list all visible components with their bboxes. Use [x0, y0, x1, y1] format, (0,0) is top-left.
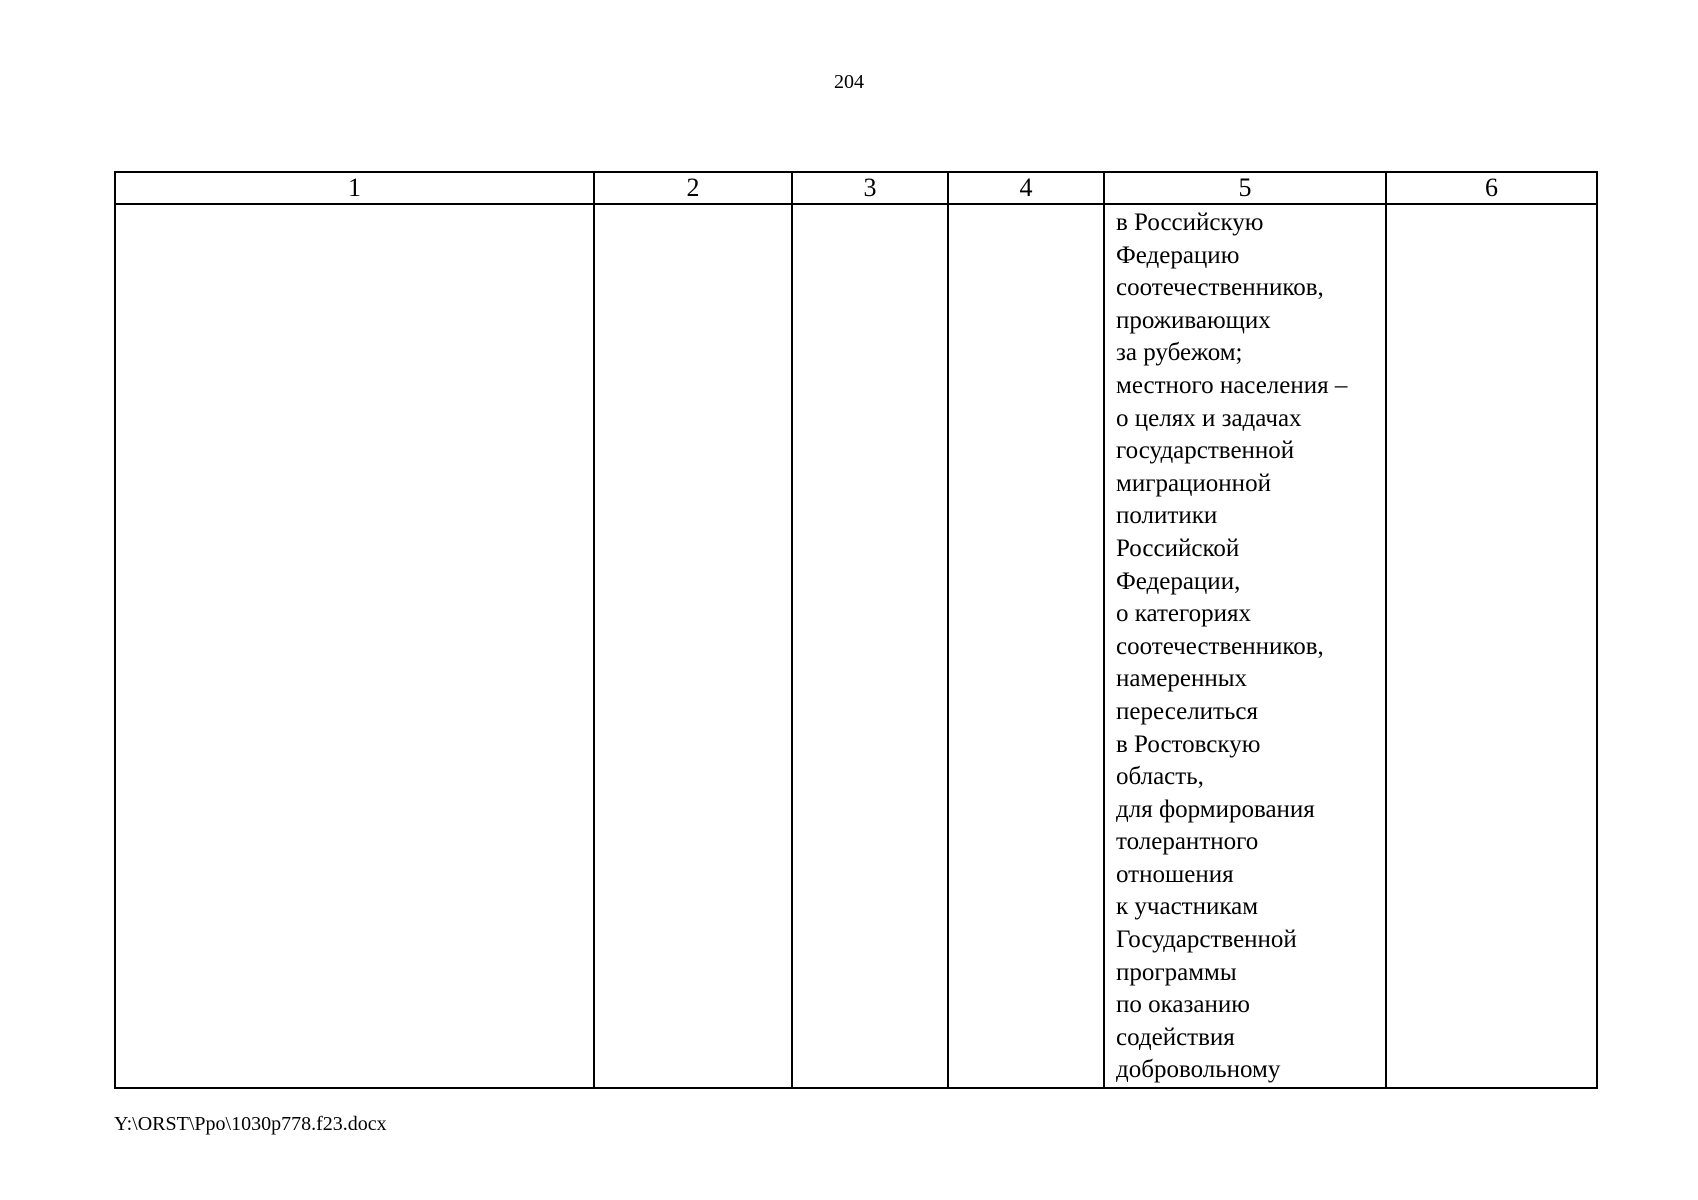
text-line: о категориях [1116, 600, 1251, 628]
cell-col-4 [948, 204, 1104, 1088]
text-line: политики [1116, 502, 1218, 530]
text-line: соотечественников, [1116, 274, 1324, 302]
column-header-5: 5 [1104, 172, 1386, 204]
text-line: Федерации, [1116, 567, 1241, 595]
text-line: Государственной [1116, 926, 1297, 954]
text-line: по оказанию [1116, 991, 1250, 1019]
text-line: добровольному [1116, 1056, 1281, 1084]
text-line: толерантного [1116, 828, 1259, 856]
text-line: государственной [1116, 437, 1295, 465]
cell-col-2 [594, 204, 792, 1088]
text-line: программы [1116, 958, 1237, 986]
text-line: Федерацию [1116, 241, 1240, 269]
text-line: намеренных [1116, 665, 1248, 693]
text-line: проживающих [1116, 306, 1271, 334]
column-header-1: 1 [115, 172, 594, 204]
column-header-6: 6 [1386, 172, 1597, 204]
text-line: за рубежом; [1116, 339, 1243, 367]
cell-col-3 [792, 204, 948, 1088]
text-line: в Ростовскую [1116, 730, 1261, 758]
text-line: местного населения – [1116, 371, 1348, 399]
text-line: в Российскую [1116, 209, 1264, 236]
cell-col-5-text [1105, 205, 1385, 1087]
footer-file-path: Y:\ORST\Ppo\1030p778.f23.docx [114, 1113, 387, 1135]
text-line: область, [1116, 763, 1204, 791]
text-line: к участникам [1116, 893, 1259, 921]
text-line: Российской [1116, 534, 1240, 562]
text-line: содействия [1116, 1023, 1235, 1051]
document-table [114, 171, 1598, 1089]
text-line: о целях и задачах [1116, 404, 1302, 432]
table-header-row [115, 172, 1597, 204]
cell-col-6 [1386, 204, 1597, 1088]
text-line: переселиться [1116, 697, 1258, 725]
text-line: соотечественников, [1116, 632, 1324, 660]
column-header-4: 4 [948, 172, 1104, 204]
cell-col-5 [1104, 204, 1386, 1088]
text-line: отношения [1116, 860, 1234, 888]
column-header-3: 3 [792, 172, 948, 204]
text-line: миграционной [1116, 469, 1271, 497]
cell-col-1 [115, 204, 594, 1088]
table-row [115, 204, 1597, 1088]
text-line: для формирования [1116, 795, 1315, 823]
page-number: 204 [834, 71, 864, 93]
column-header-2: 2 [594, 172, 792, 204]
